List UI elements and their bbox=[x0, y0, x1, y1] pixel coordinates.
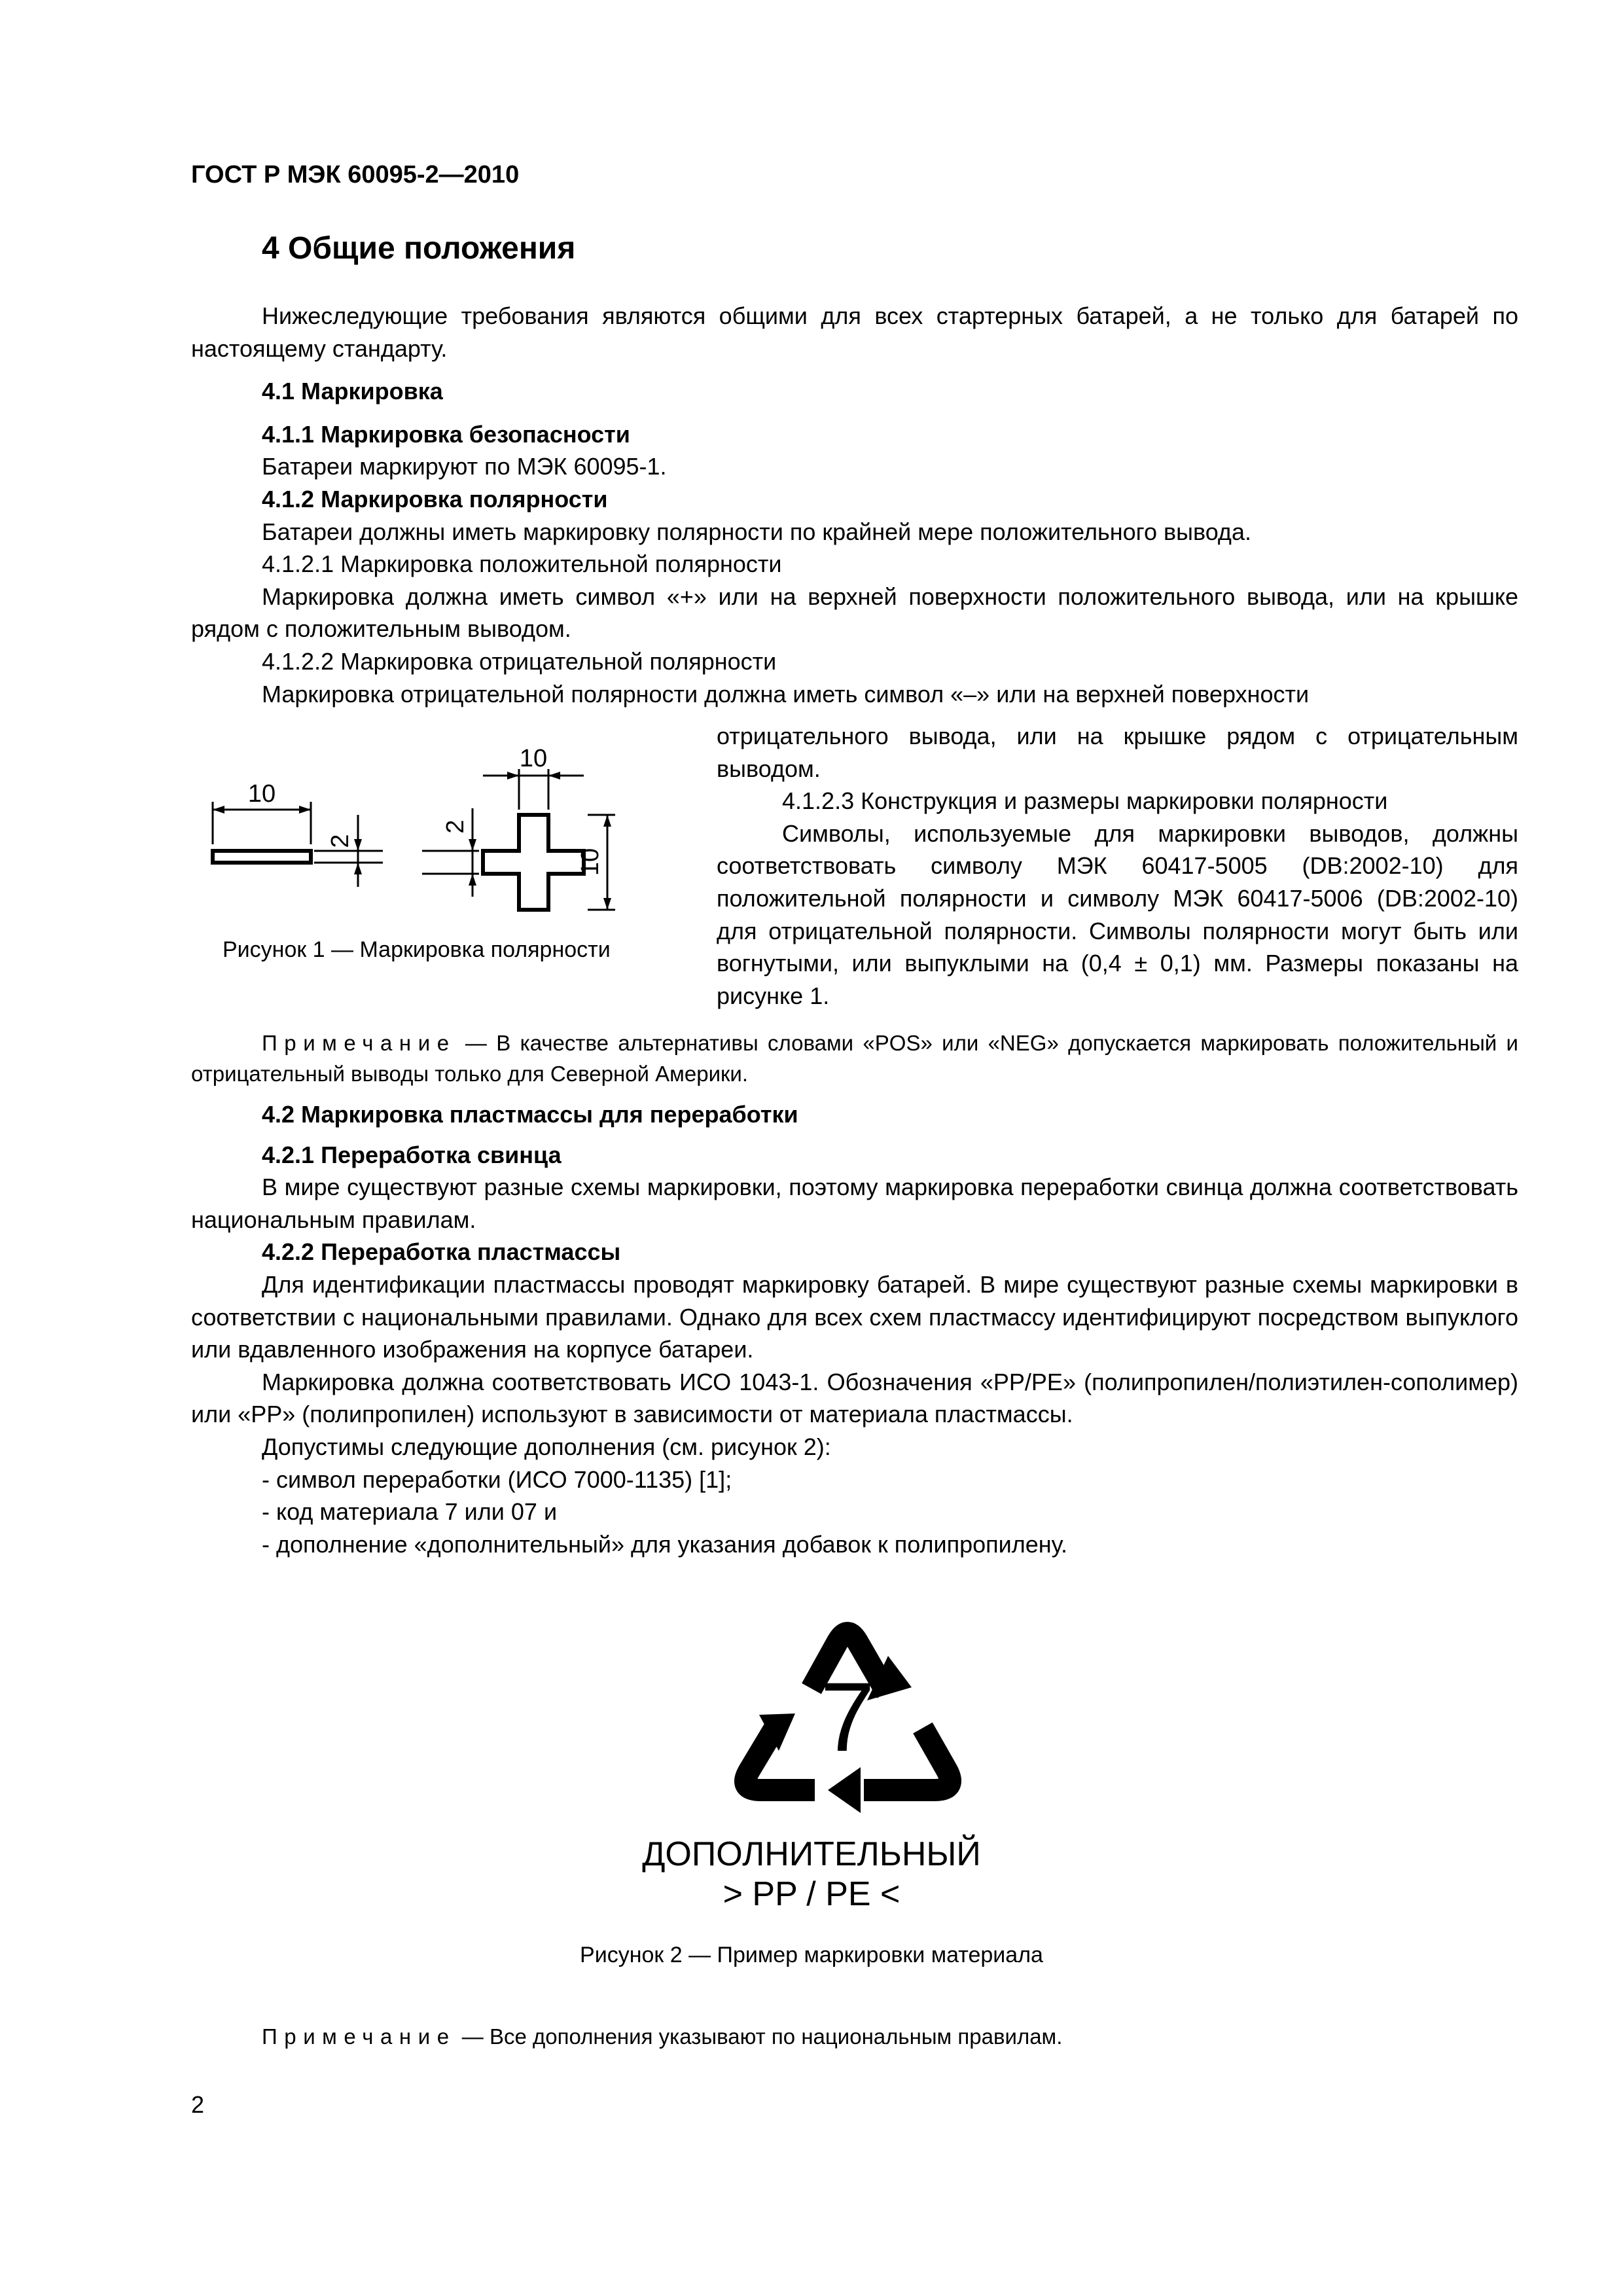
material-label-pp-pe: > PP / PE < bbox=[722, 1875, 901, 1913]
text-4-1-2-3: Символы, используемые для маркировки выводов, должны соответствовать символу МЭК 60417-5005 (DB:2002-10) для положительной полярности и символу МЭК 60417-5006 (DB:2002-10) для отрицательной полярности. Символы полярности могут быть или вогнутыми, или выпуклыми на (0,4 ± 0,1) мм. Размеры показаны на рисунке 1. bbox=[717, 819, 1518, 1009]
recycling-symbol-icon bbox=[717, 1604, 978, 1829]
final-note bbox=[262, 2024, 1062, 2049]
heading-4-2-1: 4.2.1 Переработка свинца bbox=[262, 1141, 562, 1168]
heading-4-2-2: 4.2.2 Переработка пластмассы bbox=[262, 1238, 621, 1266]
note-label: Примечание bbox=[262, 1031, 456, 1055]
minus-width-label: 10 bbox=[247, 780, 276, 808]
text-4-1-2-2-continued: отрицательного вывода, или на крышке рядом с отрицательным выводом. bbox=[717, 723, 1518, 782]
plus-height-label: 10 bbox=[577, 848, 604, 876]
section-intro: Нижеследующие требования являются общими для всех стартерных батарей, а не только для батарей по настоящему стандарту. bbox=[191, 302, 1518, 362]
heading-4-1-2-2: 4.1.2.2 Маркировка отрицательной полярности bbox=[262, 647, 777, 675]
text-4-2-2-c: Допустимы следующие дополнения (см. рисунок 2): bbox=[262, 1433, 831, 1460]
page-number: 2 bbox=[191, 2091, 205, 2118]
heading-4-2: 4.2 Маркировка пластмассы для переработки bbox=[262, 1101, 798, 1128]
plus-width-label: 10 bbox=[519, 745, 548, 772]
figure-1-polarity-marks bbox=[196, 736, 694, 933]
text-4-2-2-b: Маркировка должна соответствовать ИСО 1043-1. Обозначения «PP/PE» (полипропилен/полиэтилен-сополимер) или «PP» (полипропилен) используют в зависимости от материала пластмассы. bbox=[191, 1368, 1518, 1428]
plus-mark-shape bbox=[483, 815, 584, 910]
polarity-note bbox=[191, 1028, 1518, 1089]
lower-text-block bbox=[191, 1028, 1518, 1560]
heading-4-1-2-1: 4.1.2.1 Маркировка положительной полярности bbox=[262, 550, 782, 578]
material-label-additional: ДОПОЛНИТЕЛЬНЫЙ bbox=[642, 1835, 981, 1873]
text-4-1-2: Батареи должны иметь маркировку полярности по крайней мере положительного вывода. bbox=[262, 518, 1251, 545]
material-code: 7 bbox=[820, 1662, 875, 1772]
text-4-2-2-a: Для идентификации пластмассы проводят маркировку батарей. В мире существуют разные схемы маркировки в соответствии с национальными правилами. Однако для всех схем пластмассу идентифицируют посредством выпуклого или вдавленного изображения на корпусе батареи. bbox=[191, 1270, 1518, 1363]
text-4-1-1: Батареи маркируют по МЭК 60095-1. bbox=[262, 453, 667, 480]
figure-2-caption: Рисунок 2 — Пример маркировки материала bbox=[580, 1943, 1043, 1967]
section-title: 4 Общие положения bbox=[262, 231, 576, 266]
final-note-label: Примечание bbox=[262, 2024, 456, 2049]
wrapped-text-block bbox=[717, 720, 1518, 1012]
note-text: — В качестве альтернативы словами «POS» или «NEG» допускается маркировать положительный и отрицательный выводы только для Северной Америки. bbox=[191, 1031, 1518, 1086]
text-4-1-2-1: Маркировка должна иметь символ «+» или на верхней поверхности положительного вывода, или на крышке рядом с положительным выводом. bbox=[191, 583, 1518, 643]
text-4-1-2-2-first-line: Маркировка отрицательной полярности должна иметь символ «–» или на верхней поверхности bbox=[262, 680, 1310, 708]
heading-4-1: 4.1 Маркировка bbox=[262, 378, 443, 405]
bullet-item: - символ переработки (ИСО 7000-1135) [1]; bbox=[262, 1465, 732, 1493]
figure-1-caption: Рисунок 1 — Маркировка полярности bbox=[223, 937, 611, 962]
plus-stroke-label: 2 bbox=[442, 819, 469, 834]
heading-4-1-1: 4.1.1 Маркировка безопасности bbox=[262, 420, 630, 448]
document-header: ГОСТ Р МЭК 60095-2—2010 bbox=[191, 161, 520, 188]
bullet-item: - код материала 7 или 07 и bbox=[262, 1498, 558, 1526]
minus-mark-shape bbox=[213, 851, 311, 863]
heading-4-1-2: 4.1.2 Маркировка полярности bbox=[262, 485, 608, 512]
final-note-text: — Все дополнения указывают по национальным правилам. bbox=[455, 2024, 1063, 2049]
minus-height-label: 2 bbox=[327, 834, 354, 848]
recycle-arrow-right bbox=[864, 1728, 950, 1790]
bullet-item: - дополнение «дополнительный» для указания добавок к полипропилену. bbox=[262, 1530, 1068, 1558]
text-4-2-1: В мире существуют разные схемы маркировки, поэтому маркировка переработки свинца должна соответствовать национальным правилам. bbox=[191, 1174, 1518, 1233]
heading-4-1-2-3: 4.1.2.3 Конструкция и размеры маркировки полярности bbox=[782, 787, 1388, 815]
upper-text-block bbox=[191, 300, 1518, 710]
